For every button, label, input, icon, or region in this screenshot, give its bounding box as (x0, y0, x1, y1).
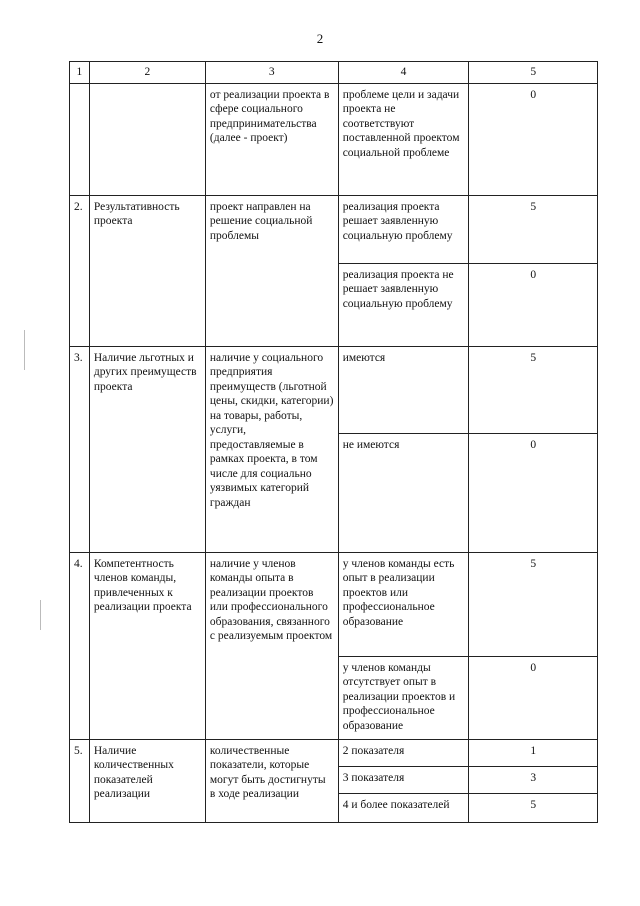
scan-artifact (24, 330, 25, 370)
option-score: 5 (469, 793, 598, 822)
option-score: 5 (469, 195, 598, 263)
option-text: проблеме цели и задачи проекта не соответствуют поставленной проектом социальной проблеме (338, 83, 469, 195)
criterion-number: 3. (70, 346, 90, 552)
header-cell: 2 (89, 62, 205, 84)
page-number: 2 (316, 31, 324, 46)
option-score: 5 (469, 346, 598, 433)
option-text: реализация проекта решает заявленную социальную проблему (338, 195, 469, 263)
criterion-number: 2. (70, 195, 90, 346)
criterion-name (89, 83, 205, 195)
criterion-description: от реализации проекта в сфере социального предпринимательства (далее - проект) (205, 83, 338, 195)
criterion-description: наличие у социального предприятия преимуществ (льготной цены, скидки, категории) на товары, работы, услуги, предоставляемые в рамках проекта, в том числе для социально уязвимых категорий граждан (205, 346, 338, 552)
criterion-name: Компетентность членов команды, привлеченных к реализации проекта (89, 552, 205, 739)
criterion-number (70, 83, 90, 195)
table-row (70, 83, 598, 195)
table-row (70, 195, 598, 263)
option-score: 5 (469, 552, 598, 656)
option-score: 0 (469, 656, 598, 739)
option-text: 4 и более показателей (338, 793, 469, 822)
header-cell: 5 (469, 62, 598, 84)
table-row (70, 346, 598, 433)
option-text: у членов команды отсутствует опыт в реализации проектов и профессиональное образование (338, 656, 469, 739)
option-score: 0 (469, 263, 598, 346)
option-score: 0 (469, 83, 598, 195)
option-score: 1 (469, 739, 598, 766)
header-cell: 1 (70, 62, 90, 84)
header-row (70, 62, 598, 84)
criterion-name: Наличие количественных показателей реализации (89, 739, 205, 822)
option-text: у членов команды есть опыт в реализации проектов или профессиональное образование (338, 552, 469, 656)
header-cell: 4 (338, 62, 469, 84)
criterion-number: 5. (70, 739, 90, 822)
option-text: имеются (338, 346, 469, 433)
option-text: 2 показателя (338, 739, 469, 766)
table-row (70, 552, 598, 656)
header-cell: 3 (205, 62, 338, 84)
criterion-description: количественные показатели, которые могут быть достигнуты в ходе реализации (205, 739, 338, 822)
scan-artifact (40, 600, 41, 630)
option-text: реализация проекта не решает заявленную социальную проблему (338, 263, 469, 346)
criterion-description: наличие у членов команды опыта в реализации проектов или профессионального образования, связанного с реализуемым проектом (205, 552, 338, 739)
criteria-table (69, 61, 598, 823)
criterion-description: проект направлен на решение социальной проблемы (205, 195, 338, 346)
option-text: не имеются (338, 433, 469, 552)
option-text: 3 показателя (338, 766, 469, 793)
table-row (70, 739, 598, 766)
option-score: 3 (469, 766, 598, 793)
criterion-name: Наличие льготных и других преимуществ проекта (89, 346, 205, 552)
option-score: 0 (469, 433, 598, 552)
criterion-name: Результативность проекта (89, 195, 205, 346)
criterion-number: 4. (70, 552, 90, 739)
